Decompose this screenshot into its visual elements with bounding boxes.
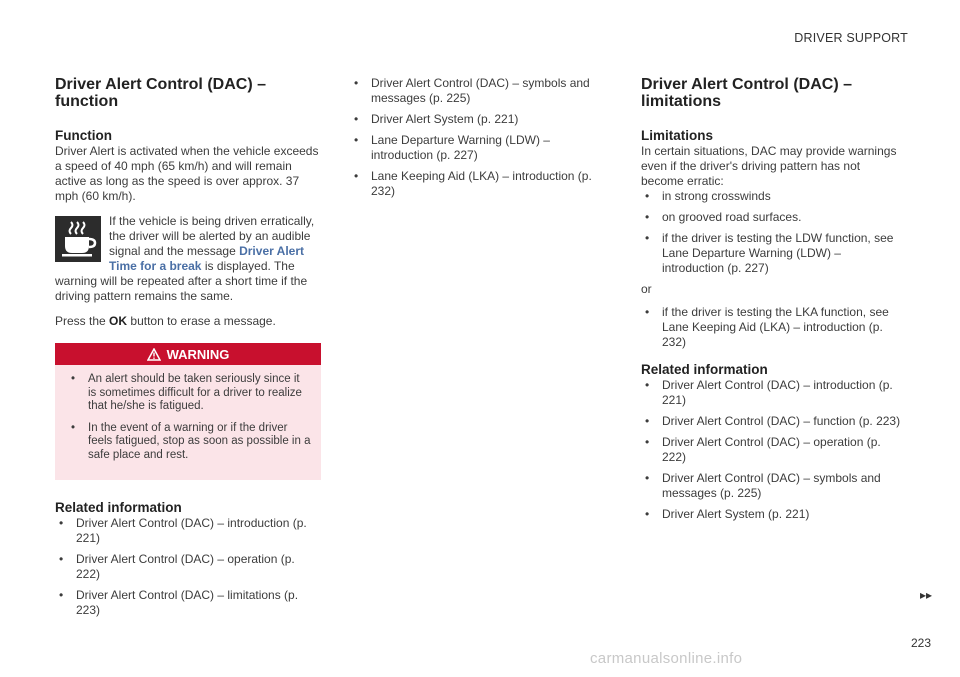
press-post: button to erase a message.: [130, 314, 276, 328]
related-link[interactable]: • Driver Alert Control (DAC) – operation (p. 222): [641, 435, 903, 465]
related-link[interactable]: • Driver Alert Control (DAC) – function (p. 223): [641, 414, 903, 429]
running-header: DRIVER SUPPORT: [794, 31, 908, 45]
limitations-list: [641, 189, 903, 276]
related-link[interactable]: • Driver Alert System (p. 221): [350, 112, 610, 127]
warning-triangle-icon: [147, 348, 161, 361]
related-title-right: Related information: [641, 362, 768, 377]
related-list-middle: [350, 76, 610, 199]
limitation-item: • if the driver is testing the LKA function, see Lane Keeping Aid (LKA) – introduction (p. 232): [641, 305, 903, 350]
subtitle-function: Function: [55, 128, 112, 143]
limitations-list-2: [641, 305, 903, 350]
warning-title: WARNING: [166, 346, 230, 362]
or-text: or: [641, 282, 652, 296]
coffee-cup-icon: [55, 216, 101, 262]
warning-item: • In the event of a warning or if the driver feels fatigued, stop as soon as possible in a safe place and rest.: [67, 422, 311, 463]
middle-column: [350, 76, 610, 205]
coffee-icon-row: [55, 214, 321, 274]
alert-message-name: Driver Alert Time for a break: [109, 244, 305, 273]
subtitle-limitations: Limitations: [641, 128, 714, 143]
related-link[interactable]: • Lane Departure Warning (LDW) – introduction (p. 227): [350, 133, 610, 163]
alert-description: [109, 214, 321, 274]
function-intro: Driver Alert is activated when the vehicle exceeds a speed of 40 mph (65 km/h) and will remain active as long as the speed is over approx. 37 mph (60 km/h).: [55, 144, 319, 203]
ok-button-label: OK: [109, 314, 128, 328]
related-link[interactable]: • Lane Keeping Aid (LKA) – introduction (p. 232): [350, 169, 610, 199]
right-column: [641, 76, 903, 528]
related-list-left: [55, 516, 321, 618]
related-link[interactable]: • Driver Alert Control (DAC) – symbols and messages (p. 225): [641, 471, 903, 501]
warning-item: • An alert should be taken seriously since it is sometimes difficult for a driver to realize that he/she is fatigued.: [67, 373, 311, 414]
next-page-arrows-icon[interactable]: ▸▸: [920, 588, 933, 602]
repeat-text: warning will be repeated after a short time if the driving pattern remains the same.: [55, 274, 308, 303]
related-list-right: [641, 378, 903, 522]
related-link[interactable]: • Driver Alert Control (DAC) – operation (p. 222): [55, 552, 321, 582]
left-column: [55, 76, 321, 624]
related-link[interactable]: • Driver Alert Control (DAC) – symbols and messages (p. 225): [350, 76, 610, 106]
warning-box: [55, 343, 321, 480]
related-link[interactable]: • Driver Alert Control (DAC) – introduction (p. 221): [55, 516, 321, 546]
page-number: 223: [911, 636, 932, 650]
press-pre: Press the: [55, 314, 106, 328]
related-link[interactable]: • Driver Alert System (p. 221): [641, 507, 903, 522]
alert-text-post: is displayed. The: [204, 259, 295, 273]
limitation-item: • in strong crosswinds: [641, 189, 903, 204]
related-title-left: Related information: [55, 500, 182, 515]
related-link[interactable]: • Driver Alert Control (DAC) – limitations (p. 223): [55, 588, 321, 618]
limitations-intro: In certain situations, DAC may provide warnings even if the driver's driving pattern has not become erratic:: [641, 144, 897, 188]
related-link[interactable]: • Driver Alert Control (DAC) – introduction (p. 221): [641, 378, 903, 408]
press-ok-text: [55, 314, 321, 329]
limitation-item: • on grooved road surfaces.: [641, 210, 903, 225]
warning-list: [55, 365, 321, 462]
alert-text-pre: If the vehicle is being driven erratically, the driver will be alerted by an audible signal and the message: [109, 214, 315, 258]
warning-header: [55, 343, 321, 365]
limitation-item: • if the driver is testing the LDW function, see Lane Departure Warning (LDW) – introduction (p. 227): [641, 231, 903, 276]
section-title-limitations: Driver Alert Control (DAC) – limitations: [641, 76, 852, 110]
section-title-function: Driver Alert Control (DAC) – function: [55, 76, 266, 110]
watermark: carmanualsonline.info: [590, 650, 743, 667]
